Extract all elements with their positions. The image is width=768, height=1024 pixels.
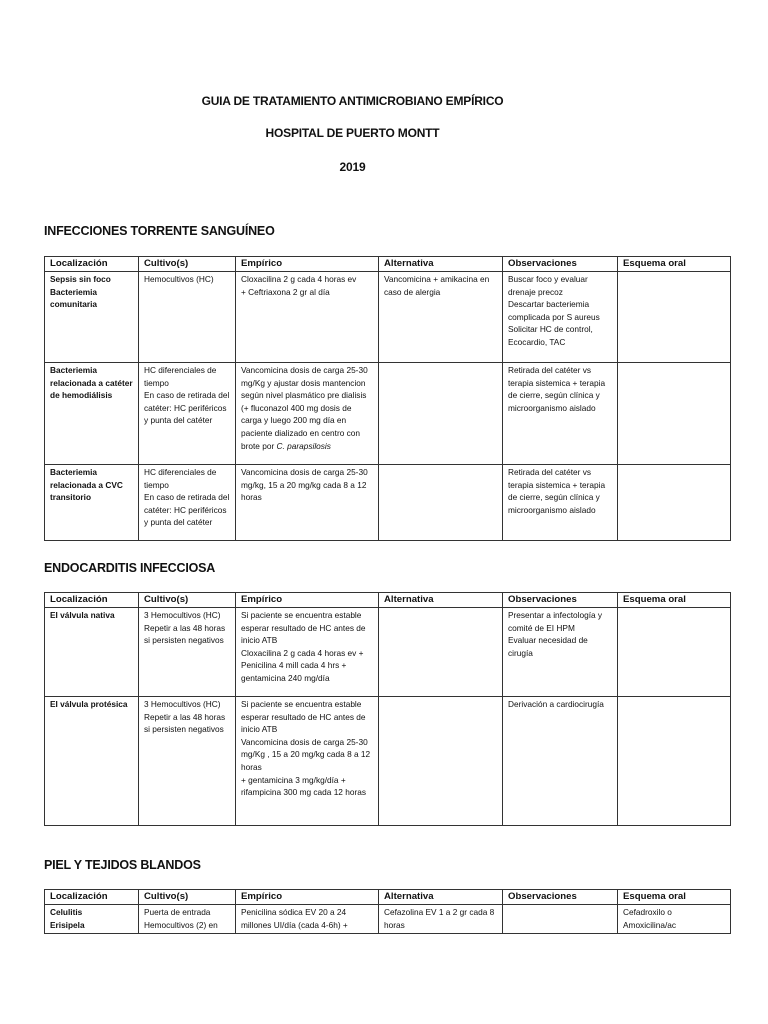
column-header-esquema-oral: Esquema oral: [618, 890, 731, 905]
cell-localizacion: Bacteriemia relacionada a catéter de hemodiálisis: [45, 363, 139, 465]
column-header-empirico: Empírico: [236, 890, 379, 905]
organism-italic: C. parapsilosis: [276, 440, 331, 451]
cell-empirico: Penicilina sódica EV 20 a 24 millones UI/día (cada 4-6h) +: [236, 905, 379, 934]
cell-observaciones: Presentar a infectología y comité de EI HPM Evaluar necesidad de cirugía: [503, 608, 618, 697]
cell-localizacion: EI válvula protésica: [45, 697, 139, 826]
hospital-name: HOSPITAL DE PUERTO MONTT: [265, 126, 440, 140]
column-header-cultivo: Cultivo(s): [139, 890, 236, 905]
cell-alternativa: Cefazolina EV 1 a 2 gr cada 8 horas: [379, 905, 503, 934]
column-header-observaciones: Observaciones: [503, 593, 618, 608]
column-header-localizacion: Localización: [45, 593, 139, 608]
cell-alternativa: [379, 608, 503, 697]
cell-esquema-oral: [618, 363, 731, 465]
column-header-localizacion: Localización: [45, 257, 139, 272]
skin-soft-tissue-table: [44, 889, 731, 934]
document-title: GUIA DE TRATAMIENTO ANTIMICROBIANO EMPÍRICO: [201, 94, 504, 108]
cell-cultivo: Puerta de entrada Hemocultivos (2) en: [139, 905, 236, 934]
cell-cultivo: HC diferenciales de tiempo En caso de retirada del catéter: HC periféricos y punta del catéter: [139, 363, 236, 465]
column-header-observaciones: Observaciones: [503, 257, 618, 272]
cell-observaciones: Retirada del catéter vs terapia sistemica + terapia de cierre, según clínica y microorganismo aislado: [503, 363, 618, 465]
cell-esquema-oral: [618, 272, 731, 363]
cell-cultivo: 3 Hemocultivos (HC) Repetir a las 48 horas si persisten negativos: [139, 608, 236, 697]
cell-empirico: Si paciente se encuentra estable esperar resultado de HC antes de inicio ATB Vancomicina dosis de carga 25-30 mg/Kg , 15 a 20 mg/kg cada 8 a 12 horas + gentamicina 3 mg/kg/día + rifampicina 300 mg cada 12 horas: [236, 697, 379, 826]
table-row: [45, 697, 731, 826]
column-header-observaciones: Observaciones: [503, 890, 618, 905]
cell-localizacion: Sepsis sin foco Bacteriemia comunitaria: [45, 272, 139, 363]
table-header-row: [45, 890, 731, 905]
table-row: [45, 363, 731, 465]
cell-esquema-oral: [618, 465, 731, 541]
cell-observaciones: [503, 905, 618, 934]
column-header-alternativa: Alternativa: [379, 890, 503, 905]
cell-empirico: Vancomicina dosis de carga 25-30 mg/kg, 15 a 20 mg/kg cada 8 a 12 horas: [236, 465, 379, 541]
cell-observaciones: Retirada del catéter vs terapia sistemica + terapia de cierre, según clínica y microorganismo aislado: [503, 465, 618, 541]
cell-esquema-oral: Cefadroxilo o Amoxicilina/ac: [618, 905, 731, 934]
cell-cultivo: HC diferenciales de tiempo En caso de retirada del catéter: HC periféricos y punta del catéter: [139, 465, 236, 541]
section-title-endocarditis: ENDOCARDITIS INFECCIOSA: [44, 561, 216, 575]
column-header-alternativa: Alternativa: [379, 593, 503, 608]
cell-alternativa: Vancomicina + amikacina en caso de alergia: [379, 272, 503, 363]
column-header-localizacion: Localización: [45, 890, 139, 905]
cell-alternativa: [379, 363, 503, 465]
bloodstream-infections-table: [44, 256, 731, 541]
section-title-bloodstream: INFECCIONES TORRENTE SANGUÍNEO: [44, 224, 275, 238]
column-header-alternativa: Alternativa: [379, 257, 503, 272]
cell-cultivo: 3 Hemocultivos (HC) Repetir a las 48 horas si persisten negativos: [139, 697, 236, 826]
table-row: [45, 905, 731, 934]
table-row: [45, 272, 731, 363]
table-row: [45, 608, 731, 697]
column-header-cultivo: Cultivo(s): [139, 257, 236, 272]
cell-localizacion: Bacteriemia relacionada a CVC transitorio: [45, 465, 139, 541]
section-title-skin-soft-tissue: PIEL Y TEJIDOS BLANDOS: [44, 858, 201, 872]
table-header-row: [45, 593, 731, 608]
cell-empirico: Cloxacilina 2 g cada 4 horas ev + Ceftriaxona 2 gr al día: [236, 272, 379, 363]
cell-alternativa: [379, 465, 503, 541]
endocarditis-table: [44, 592, 731, 826]
cell-alternativa: [379, 697, 503, 826]
column-header-esquema-oral: Esquema oral: [618, 593, 731, 608]
cell-observaciones: Buscar foco y evaluar drenaje precoz Descartar bacteriemia complicada por S aureus Solicitar HC de control, Ecocardio, TAC: [503, 272, 618, 363]
cell-localizacion: EI válvula nativa: [45, 608, 139, 697]
cell-observaciones: Derivación a cardiocirugía: [503, 697, 618, 826]
column-header-empirico: Empírico: [236, 257, 379, 272]
table-header-row: [45, 257, 731, 272]
empirico-text: Vancomicina dosis de carga 25-30 mg/Kg y ajustar dosis mantencion según nivel plasmático pre dialisis (+ fluconazol 400 mg dosis de carga y luego 200 mg día en paciente dializado en centro con brote por: [241, 365, 368, 451]
cell-empirico: [236, 363, 379, 465]
column-header-cultivo: Cultivo(s): [139, 593, 236, 608]
document-year: 2019: [339, 160, 366, 174]
cell-esquema-oral: [618, 697, 731, 826]
cell-cultivo: Hemocultivos (HC): [139, 272, 236, 363]
cell-empirico: Si paciente se encuentra estable esperar resultado de HC antes de inicio ATB Cloxacilina 2 g cada 4 horas ev + Penicilina 4 mill cada 4 hrs + gentamicina 240 mg/día: [236, 608, 379, 697]
column-header-esquema-oral: Esquema oral: [618, 257, 731, 272]
table-row: [45, 465, 731, 541]
cell-localizacion: Celulitis Erisipela: [45, 905, 139, 934]
column-header-empirico: Empírico: [236, 593, 379, 608]
cell-esquema-oral: [618, 608, 731, 697]
